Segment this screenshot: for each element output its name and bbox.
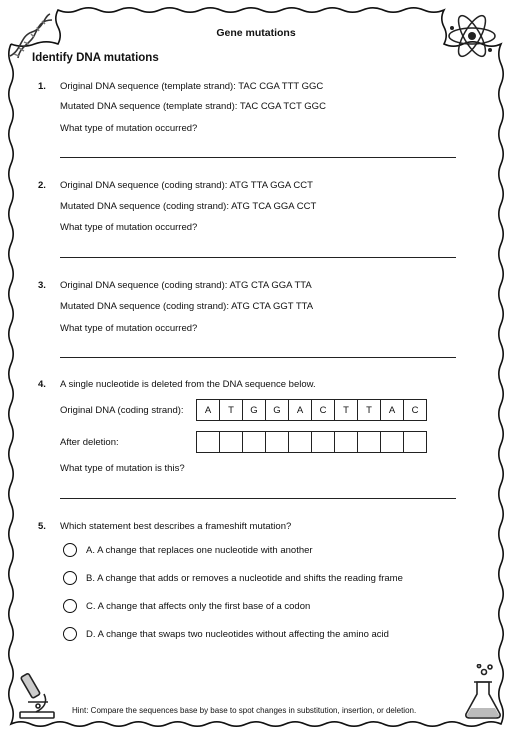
after-deletion-cell[interactable] <box>403 431 427 453</box>
answer-line[interactable] <box>60 257 456 258</box>
section-heading: Identify DNA mutations <box>32 52 159 64</box>
question-text: Which statement best describes a frameshift mutation? <box>60 521 292 532</box>
question-number: 4. <box>38 379 46 390</box>
hint-text: Hint: Compare the sequences base by base to spot changes in substitution, insertion, or deletion. <box>72 706 417 715</box>
radio-button[interactable] <box>63 543 77 557</box>
original-base-cell: A <box>380 399 404 421</box>
microscope-icon <box>14 668 60 720</box>
answer-line[interactable] <box>60 157 456 158</box>
after-deletion-cell[interactable] <box>219 431 243 453</box>
original-sequence: Original DNA sequence (template strand): TAC CGA TTT GGC <box>60 81 324 92</box>
original-base-cell: T <box>219 399 243 421</box>
option-a[interactable] <box>63 543 313 557</box>
original-base-cell: T <box>334 399 358 421</box>
page-title: Gene mutations <box>216 27 296 39</box>
original-base-cell: T <box>357 399 381 421</box>
after-deletion-cell[interactable] <box>311 431 335 453</box>
flask-icon <box>462 664 504 720</box>
original-dna-boxes <box>197 399 427 421</box>
after-deletion-cell[interactable] <box>357 431 381 453</box>
original-base-cell: C <box>311 399 335 421</box>
option-b[interactable] <box>63 571 403 585</box>
original-dna-label: Original DNA (coding strand): <box>60 405 184 416</box>
answer-line[interactable] <box>60 357 456 358</box>
after-deletion-cell[interactable] <box>242 431 266 453</box>
question-text: A single nucleotide is deleted from the DNA sequence below. <box>60 379 316 390</box>
question-number: 2. <box>38 180 46 191</box>
question-prompt: What type of mutation occurred? <box>60 123 198 134</box>
question-prompt: What type of mutation is this? <box>60 463 185 474</box>
option-label: C. A change that affects only the first base of a codon <box>86 600 311 612</box>
after-deletion-cell[interactable] <box>265 431 289 453</box>
original-sequence: Original DNA sequence (coding strand): ATG TTA GGA CCT <box>60 180 313 191</box>
original-base-cell: A <box>288 399 312 421</box>
radio-button[interactable] <box>63 599 77 613</box>
option-label: B. A change that adds or removes a nucleotide and shifts the reading frame <box>86 572 403 584</box>
after-deletion-cell[interactable] <box>334 431 358 453</box>
question-number: 5. <box>38 521 46 532</box>
mutated-sequence: Mutated DNA sequence (template strand): TAC CGA TCT GGC <box>60 101 326 112</box>
mutated-sequence: Mutated DNA sequence (coding strand): ATG CTA GGT TTA <box>60 301 314 312</box>
original-base-cell: G <box>242 399 266 421</box>
after-deletion-cell[interactable] <box>196 431 220 453</box>
after-deletion-cell[interactable] <box>288 431 312 453</box>
after-deletion-cell[interactable] <box>380 431 404 453</box>
radio-button[interactable] <box>63 571 77 585</box>
original-sequence: Original DNA sequence (coding strand): ATG CTA GGA TTA <box>60 280 312 291</box>
mutated-sequence: Mutated DNA sequence (coding strand): ATG TCA GGA CCT <box>60 201 317 212</box>
question-number: 3. <box>38 280 46 291</box>
option-label: D. A change that swaps two nucleotides without affecting the amino acid <box>86 628 389 640</box>
question-prompt: What type of mutation occurred? <box>60 323 198 334</box>
original-base-cell: G <box>265 399 289 421</box>
after-deletion-boxes <box>197 431 427 453</box>
answer-line[interactable] <box>60 498 456 499</box>
after-deletion-label: After deletion: <box>60 437 119 448</box>
original-base-cell: A <box>196 399 220 421</box>
radio-button[interactable] <box>63 627 77 641</box>
option-c[interactable] <box>63 599 310 613</box>
question-prompt: What type of mutation occurred? <box>60 222 198 233</box>
option-label: A. A change that replaces one nucleotide with another <box>86 544 313 556</box>
option-d[interactable] <box>63 627 389 641</box>
question-number: 1. <box>38 81 46 92</box>
original-base-cell: C <box>403 399 427 421</box>
